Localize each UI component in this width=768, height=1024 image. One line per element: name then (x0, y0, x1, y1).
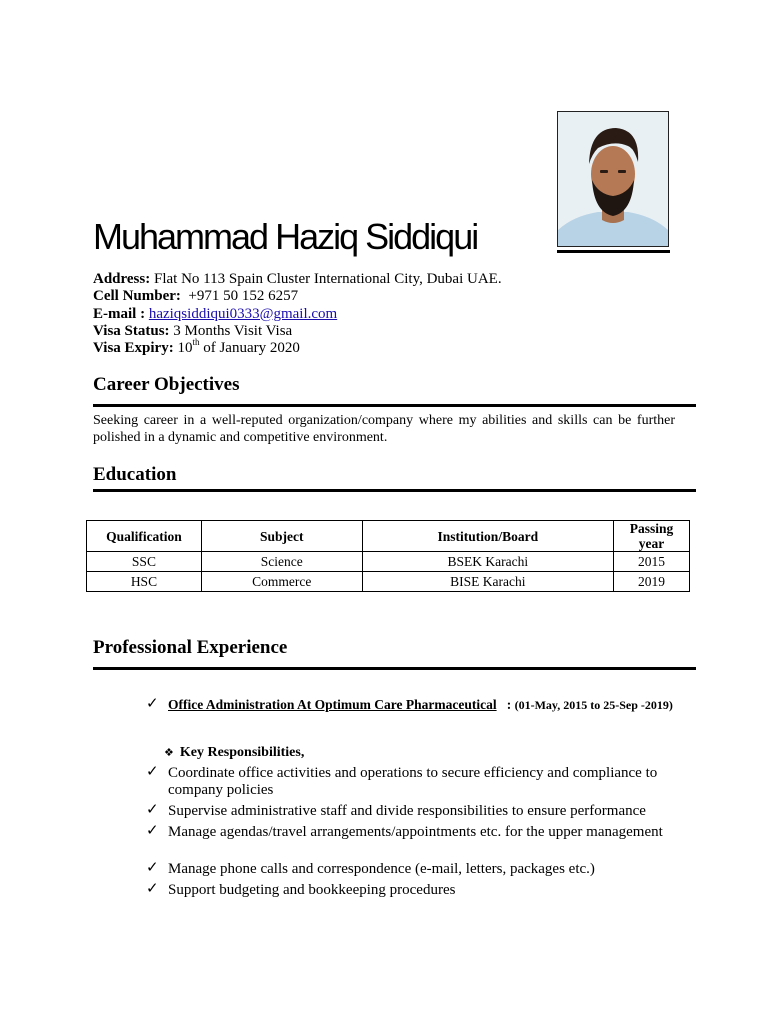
header-subject: Subject (201, 521, 362, 552)
checkmark-icon: ✓ (146, 800, 159, 818)
visa-expiry-rest: of January 2020 (203, 340, 300, 357)
cell-value: +971 50 152 6257 (188, 288, 299, 305)
list-item: Supervise administrative staff and divide responsibilities to ensure performance (168, 803, 646, 819)
portrait-image (558, 112, 668, 246)
header-qualification: Qualification (87, 521, 202, 552)
role-separator: : (506, 697, 512, 712)
cell-subject: Commerce (201, 572, 362, 592)
visa-expiry-label: Visa Expiry: (93, 340, 174, 357)
cell-year: 2019 (614, 572, 690, 592)
checkmark-icon: ✓ (146, 821, 159, 839)
header-passing-year: Passing year (614, 521, 690, 552)
email-row (93, 306, 502, 323)
photo-underline (557, 250, 670, 253)
visa-expiry-day: 10 (177, 340, 193, 357)
address-row (93, 271, 502, 288)
table-row (87, 572, 690, 592)
career-objectives-text: Seeking career in a well-reputed organization/company where my abilities and skills can be further polished in a dynamic and competitive environment. (93, 413, 675, 445)
list-item: Support budgeting and bookkeeping procedures (168, 882, 456, 898)
key-responsibilities-label: Key Responsibilities, (179, 745, 305, 760)
checkmark-icon: ✓ (146, 762, 159, 780)
visa-expiry-row (93, 337, 502, 357)
visa-expiry-suffix: th (192, 337, 200, 348)
education-table (86, 520, 690, 592)
career-objectives-rule (93, 404, 696, 407)
cell-label: Cell Number: (93, 288, 181, 305)
header-institution: Institution/Board (362, 521, 614, 552)
education-rule (93, 489, 696, 492)
table-row (87, 552, 690, 572)
profile-photo (557, 111, 669, 247)
role-title: Office Administration At Optimum Care Pharmaceutical (168, 697, 497, 712)
candidate-name: Muhammad Haziq Siddiqui (93, 216, 478, 257)
contact-info (93, 271, 502, 357)
list-item: Manage phone calls and correspondence (e-mail, letters, packages etc.) (168, 861, 595, 877)
diamond-bullet-icon: ❖ (164, 746, 174, 759)
cell-institution: BISE Karachi (362, 572, 614, 592)
list-item: Manage agendas/travel arrangements/appointments etc. for the upper management (168, 824, 663, 840)
career-objectives-heading: Career Objectives (93, 374, 240, 395)
experience-heading: Professional Experience (93, 637, 288, 658)
checkmark-icon: ✓ (146, 694, 159, 712)
visa-status-label: Visa Status: (93, 322, 170, 339)
experience-rule (93, 667, 696, 670)
email-link[interactable]: haziqsiddiqui0333@gmail.com (148, 305, 338, 322)
email-label: E-mail : (93, 305, 146, 322)
education-heading: Education (93, 464, 177, 485)
cell-qualification: SSC (87, 552, 202, 572)
cell-institution: BSEK Karachi (362, 552, 614, 572)
cell-year: 2015 (614, 552, 690, 572)
visa-status-row (93, 323, 502, 340)
list-item: Coordinate office activities and operations to secure efficiency and compliance to company policies (168, 765, 658, 798)
key-responsibilities (164, 744, 304, 761)
cell-subject: Science (201, 552, 362, 572)
address-value: Flat No 113 Spain Cluster International City, Dubai UAE. (153, 271, 502, 287)
table-header-row (87, 521, 690, 552)
cell-qualification: HSC (87, 572, 202, 592)
cell-row (93, 288, 502, 305)
checkmark-icon: ✓ (146, 858, 159, 876)
address-label: Address: (93, 271, 151, 287)
visa-status-value: 3 Months Visit Visa (173, 322, 293, 339)
role-dates: (01-May, 2015 to 25-Sep -2019) (514, 698, 673, 712)
experience-role (168, 697, 675, 713)
checkmark-icon: ✓ (146, 879, 159, 897)
